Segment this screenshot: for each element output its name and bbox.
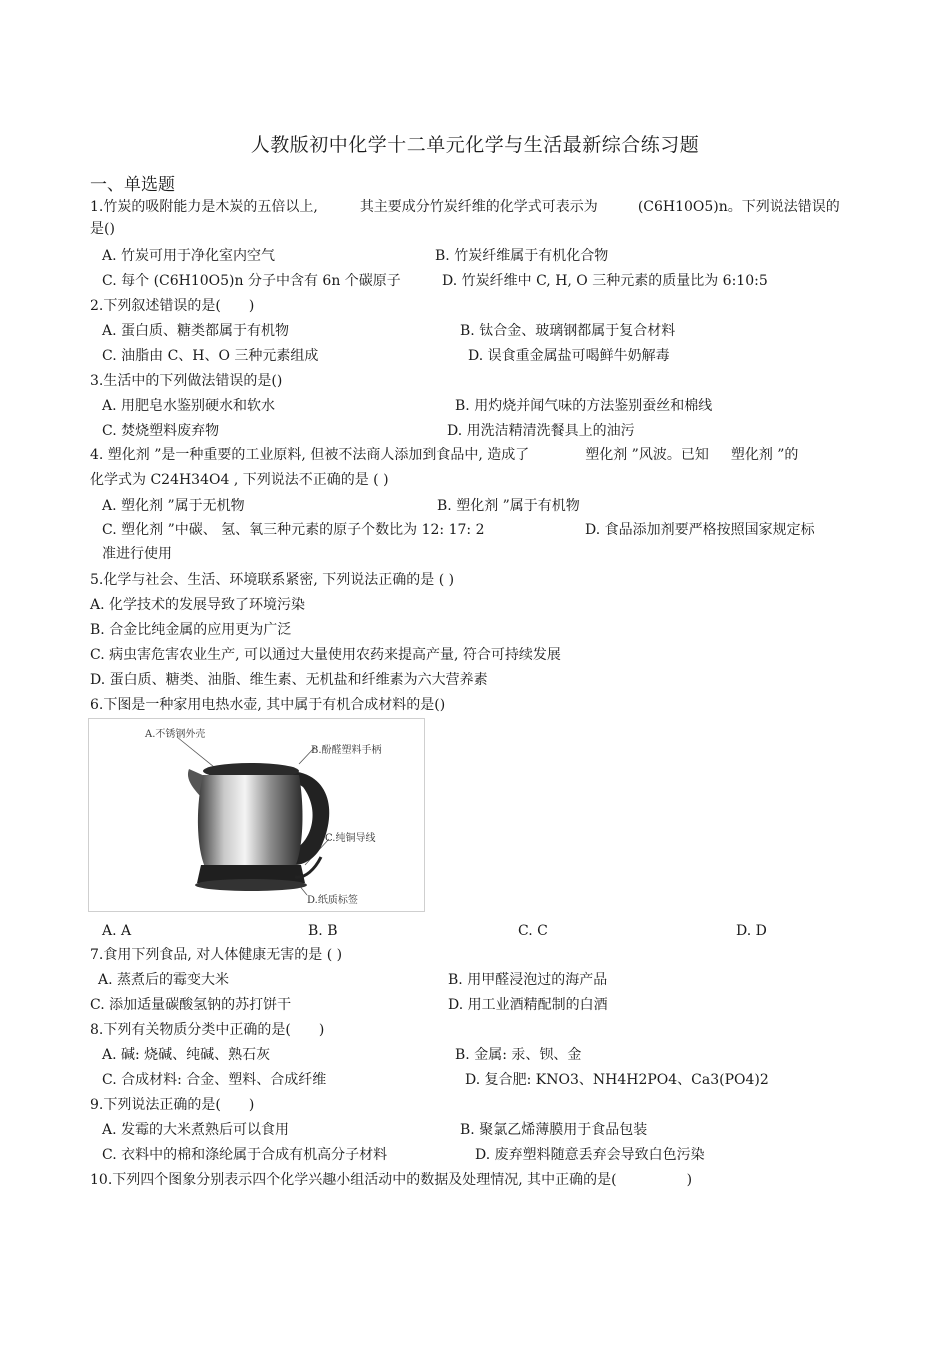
q1-stem-part-3: (C6H10O5)n。下列说法错误的 bbox=[637, 199, 840, 215]
q6-option-a[interactable]: A. A bbox=[102, 923, 132, 939]
q4-stem bbox=[90, 446, 798, 464]
q8-option-d[interactable]: D. 复合肥: KNO3、NH4H2PO4、Ca3(PO4)2 bbox=[465, 1072, 769, 1088]
q3-option-a[interactable]: A. 用肥皂水鉴别硬水和软水 bbox=[102, 398, 276, 414]
q4-stem-part-1: 4. 塑化剂 ”是一种重要的工业原料, 但被不法商人添加到食品中, 造成了 bbox=[90, 447, 530, 463]
q7-option-d[interactable]: D. 用工业酒精配制的白酒 bbox=[448, 997, 608, 1013]
kettle-figure bbox=[88, 718, 425, 912]
q7-stem: 7.食用下列食品, 对人体健康无害的是 ( ) bbox=[90, 947, 343, 963]
q9-option-a[interactable]: A. 发霉的大米煮熟后可以食用 bbox=[102, 1122, 290, 1138]
q3-stem: 3.生活中的下列做法错误的是() bbox=[90, 373, 283, 389]
q10-stem: 10.下列四个图象分别表示四个化学兴趣小组活动中的数据及处理情况, 其中正确的是( ) bbox=[90, 1172, 693, 1188]
q5-stem: 5.化学与社会、生活、环境联系紧密, 下列说法正确的是 ( ) bbox=[90, 572, 455, 588]
q4-stem-part-2: 塑化剂 ”风波。已知 bbox=[585, 447, 709, 463]
q6-stem: 6.下图是一种家用电热水壶, 其中属于有机合成材料的是() bbox=[90, 697, 446, 713]
q5-option-b[interactable]: B. 合金比纯金属的应用更为广泛 bbox=[90, 622, 292, 638]
q7-option-a[interactable]: A. 蒸煮后的霉变大米 bbox=[98, 972, 230, 988]
q4-option-d-cont: 准进行使用 bbox=[102, 546, 172, 562]
label-c-copper-wire: C.纯铜导线 bbox=[325, 833, 376, 844]
q6-option-c[interactable]: C. C bbox=[518, 923, 548, 939]
q2-stem: 2.下列叙述错误的是( ) bbox=[90, 298, 255, 314]
q6-option-d[interactable]: D. D bbox=[736, 923, 767, 939]
q3-option-b[interactable]: B. 用灼烧并闻气味的方法鉴别蚕丝和棉线 bbox=[455, 398, 713, 414]
label-a-steel-shell: A.不锈钢外壳 bbox=[145, 729, 206, 740]
q1-option-b[interactable]: B. 竹炭纤维属于有机化合物 bbox=[435, 248, 609, 264]
q4-option-c[interactable]: C. 塑化剂 ”中碳、 氢、氧三种元素的原子个数比为 12: 17: 2 bbox=[102, 522, 485, 538]
q2-option-b[interactable]: B. 钛合金、玻璃钢都属于复合材料 bbox=[460, 323, 676, 339]
section-heading: 一、单选题 bbox=[90, 175, 175, 195]
q4-option-b[interactable]: B. 塑化剂 ”属于有机物 bbox=[437, 498, 580, 514]
q3-option-d[interactable]: D. 用洗洁精清洗餐具上的油污 bbox=[447, 423, 635, 439]
q1-option-a[interactable]: A. 竹炭可用于净化室内空气 bbox=[102, 248, 276, 264]
q2-option-c[interactable]: C. 油脂由 C、H、O 三种元素组成 bbox=[102, 348, 319, 364]
q7-option-b[interactable]: B. 用甲醛浸泡过的海产品 bbox=[448, 972, 608, 988]
q8-stem: 8.下列有关物质分类中正确的是( ) bbox=[90, 1022, 325, 1038]
q8-option-a[interactable]: A. 碱: 烧碱、纯碱、熟石灰 bbox=[102, 1047, 271, 1063]
q1-stem-part-1: 1.竹炭的吸附能力是木炭的五倍以上, bbox=[90, 199, 318, 215]
q3-option-c[interactable]: C. 焚烧塑料废弃物 bbox=[102, 423, 220, 439]
label-b-plastic-handle: B.酚醛塑料手柄 bbox=[311, 745, 382, 756]
q4-stem-part-3: 塑化剂 ”的 bbox=[730, 447, 799, 463]
q9-option-d[interactable]: D. 废弃塑料随意丢弃会导致白色污染 bbox=[475, 1147, 705, 1163]
q6-option-b[interactable]: B. B bbox=[308, 923, 338, 939]
q1-stem-cont: 是() bbox=[90, 221, 115, 237]
q5-option-c[interactable]: C. 病虫害危害农业生产, 可以通过大量使用农药来提高产量, 符合可持续发展 bbox=[90, 647, 561, 663]
q1-option-c[interactable]: C. 每个 (C6H10O5)n 分子中含有 6n 个碳原子 bbox=[102, 273, 401, 289]
q5-option-d[interactable]: D. 蛋白质、糖类、油脂、维生素、无机盐和纤维素为六大营养素 bbox=[90, 672, 488, 688]
q2-option-d[interactable]: D. 误食重金属盐可喝鲜牛奶解毒 bbox=[468, 348, 670, 364]
q8-option-b[interactable]: B. 金属: 汞、钡、金 bbox=[455, 1047, 582, 1063]
page-title: 人教版初中化学十二单元化学与生活最新综合练习题 bbox=[250, 134, 700, 156]
q9-option-c[interactable]: C. 衣料中的棉和涤纶属于合成有机高分子材料 bbox=[102, 1147, 388, 1163]
q1-stem bbox=[90, 198, 840, 216]
q1-option-d[interactable]: D. 竹炭纤维中 C, H, O 三种元素的质量比为 6:10:5 bbox=[442, 273, 768, 289]
q9-option-b[interactable]: B. 聚氯乙烯薄膜用于食品包装 bbox=[460, 1122, 648, 1138]
q9-stem: 9.下列说法正确的是( ) bbox=[90, 1097, 255, 1113]
q8-option-c[interactable]: C. 合成材料: 合金、塑料、合成纤维 bbox=[102, 1072, 327, 1088]
q4-option-a[interactable]: A. 塑化剂 ”属于无机物 bbox=[102, 498, 245, 514]
q2-option-a[interactable]: A. 蛋白质、糖类都属于有机物 bbox=[102, 323, 290, 339]
q4-stem-cont: 化学式为 C24H34O4 , 下列说法不正确的是 ( ) bbox=[90, 472, 389, 488]
q7-option-c[interactable]: C. 添加适量碳酸氢钠的苏打饼干 bbox=[90, 997, 292, 1013]
q4-option-d[interactable]: D. 食品添加剂要严格按照国家规定标 bbox=[585, 522, 815, 538]
label-d-paper-tag: D.纸质标签 bbox=[307, 895, 358, 906]
q5-option-a[interactable]: A. 化学技术的发展导致了环境污染 bbox=[90, 597, 306, 613]
q1-stem-part-2: 其主要成分竹炭纤维的化学式可表示为 bbox=[359, 199, 598, 215]
